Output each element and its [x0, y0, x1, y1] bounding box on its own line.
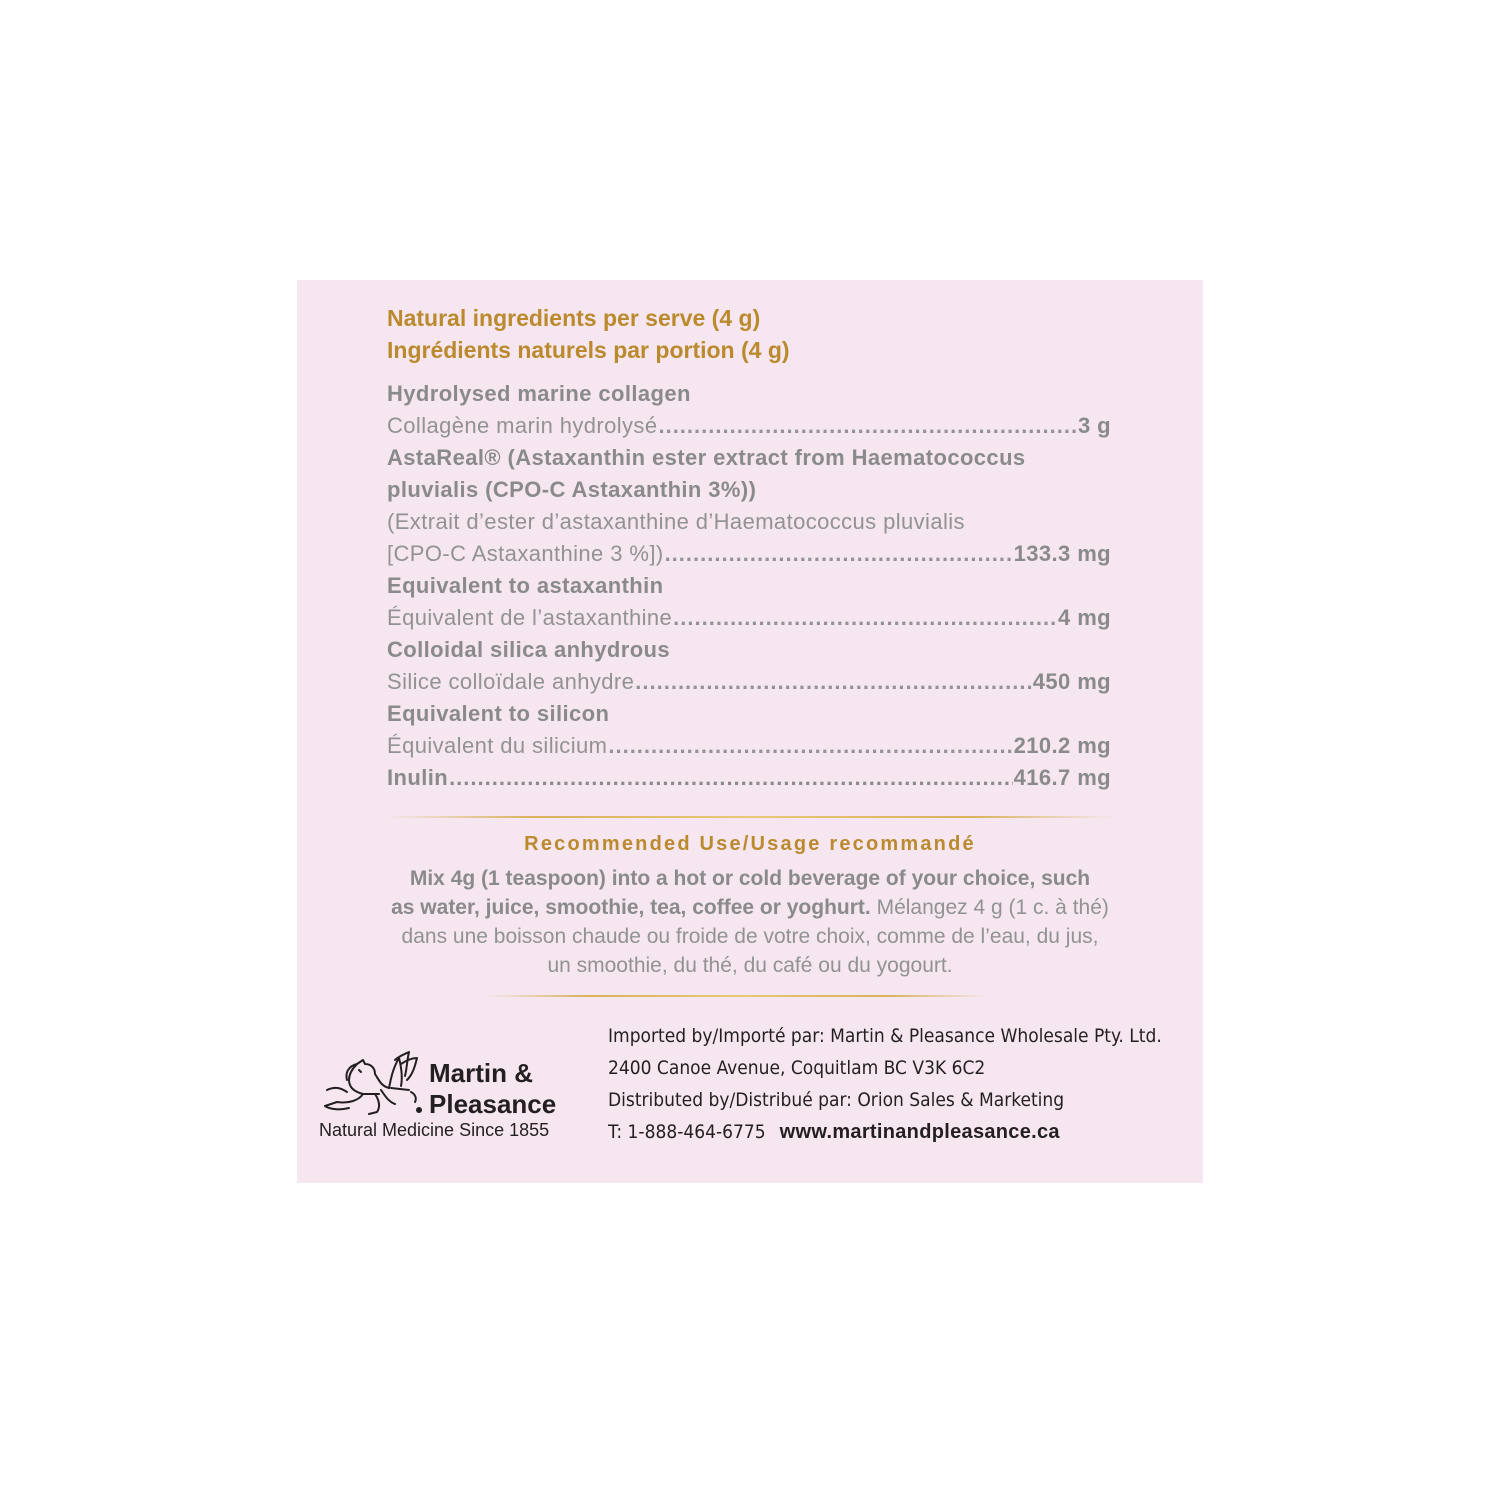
- importer-line: Imported by/Importé par: Martin & Pleasance Wholesale Pty. Ltd.: [608, 1025, 1162, 1047]
- phone-number: T: 1-888-464-6775: [608, 1121, 766, 1143]
- brand-logo: [319, 1050, 589, 1150]
- brand-name-line1: Martin &: [429, 1058, 533, 1088]
- gold-divider-bottom: [487, 995, 987, 997]
- ingredient-name: Inulin: [387, 765, 449, 790]
- usage-en-line2: as water, juice, smoothie, tea, coffee or yoghurt.: [391, 896, 871, 919]
- ingredient-inulin: [387, 762, 1111, 794]
- address-line: 2400 Canoe Avenue, Coquitlam BC V3K 6C2: [608, 1057, 986, 1079]
- usage-en-line1: Mix 4g (1 teaspoon) into a hot or cold beverage of your choice, such: [409, 867, 1091, 890]
- ingredient-silicon-eq-en: Equivalent to silicon: [387, 701, 610, 726]
- ingredients-heading-fr: Ingrédients naturels par portion (4 g): [387, 337, 790, 363]
- brand-name: [429, 1058, 556, 1120]
- website-link[interactable]: www.martinandpleasance.ca: [779, 1121, 1060, 1143]
- ingredient-amount: 4 mg: [1058, 605, 1111, 630]
- ingredient-amount: 210.2 mg: [1013, 733, 1111, 758]
- ingredient-silicon-eq-fr: [387, 730, 1111, 762]
- usage-title: Recommended Use/Usage recommandé: [524, 833, 976, 855]
- ingredient-name: Équivalent du silicium: [387, 733, 608, 758]
- usage-body: [337, 864, 1163, 980]
- usage-fr-part1: Mélangez 4 g (1 c. à thé): [870, 896, 1109, 919]
- dot-leader: [673, 602, 1057, 634]
- ingredient-silica-en: Colloidal silica anhydrous: [387, 637, 671, 662]
- ingredient-astareal-en-1: AstaReal® (Astaxanthin ester extract from Haematococcus: [387, 445, 1026, 470]
- ingredient-name: Silice colloïdale anhydre: [387, 669, 635, 694]
- distributor-line: Distributed by/Distribué par: Orion Sales & Marketing: [608, 1089, 1065, 1111]
- usage-fr-line2: dans une boisson chaude ou froide de votre choix, comme de l’eau, du jus,: [401, 925, 1099, 948]
- ingredient-astareal-fr-2: [387, 538, 1111, 570]
- ingredient-amount: 416.7 mg: [1013, 765, 1111, 790]
- ingredient-amount: 133.3 mg: [1013, 541, 1111, 566]
- product-label-panel: [297, 280, 1203, 1183]
- ingredient-silica-fr: [387, 666, 1111, 698]
- ingredient-astax-eq-fr: [387, 602, 1111, 634]
- usage-fr-line3: un smoothie, du thé, du café ou du yogourt.: [547, 954, 953, 977]
- dot-leader: [658, 410, 1077, 442]
- ingredient-name: Équivalent de l’astaxanthine: [387, 605, 673, 630]
- dot-leader: [608, 730, 1012, 762]
- pegasus-icon: [319, 1050, 425, 1120]
- ingredient-astareal-fr-1: (Extrait d’ester d’astaxanthine d’Haematococcus pluvialis: [387, 509, 965, 534]
- brand-name-line2: Pleasance: [429, 1089, 557, 1119]
- ingredient-astax-eq-en: Equivalent to astaxanthin: [387, 573, 664, 598]
- ingredient-astareal-en-2: pluvialis (CPO-C Astaxanthin 3%)): [387, 477, 757, 502]
- ingredients-heading-en: Natural ingredients per serve (4 g): [387, 305, 761, 331]
- phone-web-line: [608, 1116, 1162, 1148]
- gold-divider-top: [387, 816, 1115, 818]
- dot-leader: [665, 538, 1013, 570]
- ingredient-amount: 450 mg: [1032, 669, 1111, 694]
- ingredient-name: [CPO-C Astaxanthine 3 %]): [387, 541, 664, 566]
- dot-leader: [635, 666, 1032, 698]
- ingredient-collagen-fr: [387, 410, 1111, 442]
- contact-info: [608, 1020, 1162, 1148]
- brand-tagline: Natural Medicine Since 1855: [319, 1120, 550, 1140]
- dot-leader: [449, 762, 1013, 794]
- ingredient-collagen-en: Hydrolysed marine collagen: [387, 381, 691, 406]
- ingredient-name: Collagène marin hydrolysé: [387, 413, 658, 438]
- ingredient-amount: 3 g: [1078, 413, 1111, 438]
